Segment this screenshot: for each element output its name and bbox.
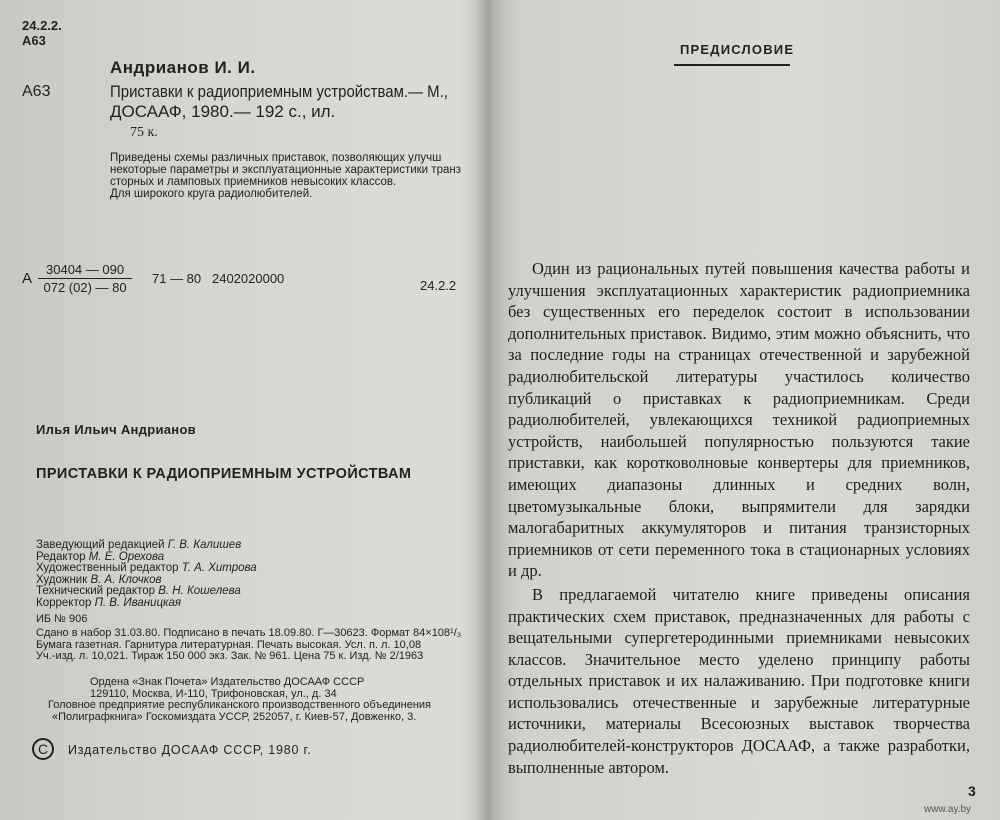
preface-body	[508, 258, 970, 778]
bib-line-2: ДОСААФ, 1980.— 192 с., ил.	[110, 102, 336, 121]
print-detail-line: Уч.-изд. л. 10,021. Тираж 150 000 экз. Зак. № 961. Цена 75 к. Изд. № 2/1963	[36, 650, 424, 662]
fraction-denominator: 072 (02) — 80	[43, 280, 127, 295]
printer-info	[48, 700, 431, 723]
annotation	[110, 152, 461, 200]
copyright-text: Издательство ДОСААФ СССР, 1980 г.	[68, 743, 312, 757]
printer-line: Головное предприятие республиканского производственного объединения	[48, 699, 432, 711]
publisher-address	[90, 677, 364, 700]
classification-letter: А	[22, 270, 33, 287]
annotation-line: Для широкого круга радиолюбителей.	[110, 188, 313, 200]
copyright-icon: С	[32, 738, 54, 760]
bbk-block	[22, 18, 62, 48]
classification-tail: 71 — 80 2402020000	[152, 271, 285, 286]
left-page-imprint	[0, 0, 488, 820]
publisher-line: 129110, Москва, И-110, Трифоновская, ул., д. 34	[90, 687, 337, 700]
author-mark: А63	[22, 33, 46, 48]
preface-paragraph: В предлагаемой читателю книге приведены описания практических схем приставок, предназначенных для работы с вещательными супергетеродинными приемниками невысоких классов. Значительное место уделено принципу работы отдельных приставок и их налаживанию. При подготовке книги использовались отечественные и зарубежные литературные источники, материалы Всесоюзных выставок творчества радиолюбителей-конструкторов ДОСААФ, а также разработки, выполненные автором.	[508, 584, 970, 777]
print-detail-line: Сдано в набор 31.03.80. Подписано в печать 18.09.80. Г—30623. Формат 84×108¹/₃	[36, 627, 462, 639]
watermark: www.ay.by	[924, 804, 972, 815]
staff-row: Корректор П. В. Иваницкая	[36, 596, 182, 609]
preface-heading: ПРЕДИСЛОВИЕ	[680, 42, 795, 57]
staff-row: Художественный редактор Т. А. Хитрова	[36, 562, 257, 575]
staff-row: Технический редактор В. Н. Кошелева	[36, 585, 241, 598]
editorial-staff	[36, 540, 257, 610]
print-detail-line: Бумага газетная. Гарнитура литературная. Печать высокая. Усл. п. л. 10,08	[36, 638, 422, 651]
author-heading: Андрианов И. И.	[110, 58, 256, 77]
price: 75 к.	[130, 125, 158, 140]
annotation-line: сторных и ламповых приемников невысоких классов.	[110, 176, 397, 188]
book-title: ПРИСТАВКИ К РАДИОПРИЕМНЫМ УСТРОЙСТВАМ	[36, 466, 412, 482]
staff-row: Заведующий редакцией Г. В. Калишев	[36, 539, 242, 551]
page-number: 3	[968, 783, 976, 799]
preface-paragraph: Один из рациональных путей повышения качества работы и улучшения эксплуатационных характеристик радиоприемника без существенных его переделок состоит в использовании дополнительных приставок. Видимо, этим можно объяснить, что за последние годы на страницах отечественной и зарубежной радиолюбительской литературы участилось количество публикаций о приставках к радиоприемникам. Среди радиолюбителей, увлекающихся техникой радиоприемных устройств, наибольшей популярностью пользуются такие приставки, как коротковолновые конвертеры для приемников, имеющих диапазоны длинных и средних волн, цветомузыкальные блоки, выпрямители для зарядки малогабаритных аккумуляторов и питания транзисторных приемников от сети переменного тока в стационарных условиях и др.	[508, 259, 970, 581]
author-full-name: Илья Ильич Андрианов	[36, 422, 196, 437]
bib-line-1: Приставки к радиоприемным устройствам.— М.,	[110, 82, 448, 101]
classification-fraction	[38, 262, 132, 295]
publisher-line: Ордена «Знак Почета» Издательство ДОСААФ СССР	[90, 676, 365, 688]
printer-line: «Полиграфкнига» Госкомиздата УССР, 252057, г. Киев-57, Довженко, 3.	[52, 710, 417, 723]
ib-number: ИБ № 906	[36, 613, 88, 625]
staff-row: Редактор М. Е. Орехова	[36, 550, 165, 563]
annotation-line: Приведены схемы различных приставок, позволяющих улучш	[110, 152, 442, 164]
fraction-numerator: 30404 — 090	[38, 262, 132, 279]
heading-underline	[674, 64, 790, 66]
print-details	[36, 628, 461, 663]
bibliographic-entry	[110, 82, 488, 122]
staff-row: Художник В. А. Клочков	[36, 573, 162, 586]
bbk-index: 24.2.2.	[22, 18, 62, 33]
author-mark-secondary: А63	[22, 83, 51, 100]
annotation-line: некоторые параметры и эксплуатационные характеристики транз	[110, 164, 461, 176]
right-page-preface	[490, 0, 1000, 820]
classification-bbk: 24.2.2	[420, 278, 457, 293]
